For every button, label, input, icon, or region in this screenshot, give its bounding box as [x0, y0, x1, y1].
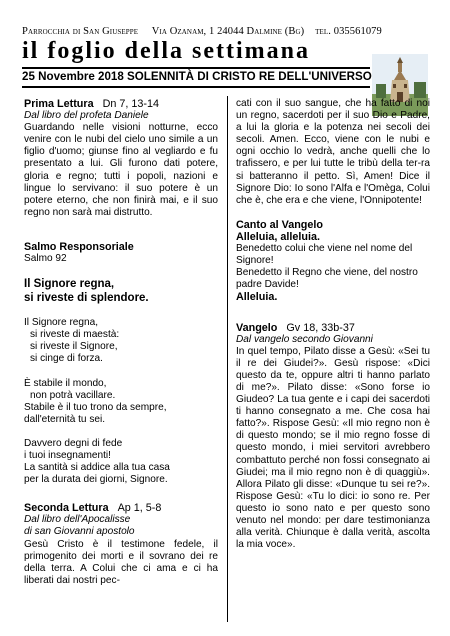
first-reading-heading: Prima Lettura Dn 7, 13-14	[24, 98, 160, 110]
bulletin-title: il foglio della settimana	[22, 38, 310, 64]
acclamation-line-2: Benedetto il Regno che viene, del nostro padre Davide!	[236, 267, 418, 291]
second-reading-ref: Ap 1, 5-8	[117, 502, 162, 515]
psalm-response-2: si riveste di splendore.	[24, 292, 149, 305]
second-reading-source-2: di san Giovanni apostolo	[24, 526, 135, 538]
psalm-stanza-1: Il Signore regna, si riveste di maestà: si riveste il Signore, si cinge di forza.	[24, 317, 120, 365]
second-reading-source-1: Dal libro dell'Apocalisse	[24, 514, 131, 526]
first-reading-source: Dal libro del profeta Daniele	[24, 110, 149, 122]
second-reading-heading: Seconda Lettura Ap 1, 5-8	[24, 502, 162, 515]
parish-name: Parrocchia di San Giuseppe	[22, 26, 139, 37]
bulletin-page	[22, 26, 428, 626]
first-reading-text: Guardando nelle visioni notturne, ecco venire con le nubi del cielo uno simile a un figlio d'uomo; giunse fino al vegliardo e fu presentato a lui. Gli furono dati potere, gloria e regno; tutti i popoli, nazioni e lingue lo servivano: il suo potere è un potere eterno, che non finirà mai, e il suo regno non sarà mai distrutto.	[24, 122, 218, 218]
first-reading-ref: Dn 7, 13-14	[102, 98, 160, 110]
header-rule-bottom	[22, 86, 370, 88]
column-divider	[227, 96, 228, 622]
psalm-heading: Salmo Responsoriale	[24, 240, 134, 253]
parish-phone: tel. 035561079	[315, 26, 382, 37]
acclamation-line-1: Benedetto colui che viene nel nome del Signore!	[236, 243, 413, 267]
gospel-heading: Vangelo Gv 18, 33b-37	[236, 321, 355, 334]
second-reading-text: Gesù Cristo è il testimone fedele, il primogenito dei morti e il sovrano dei re della terra. A Colui che ci ama e ci ha liberati dai nostri pec-	[24, 538, 218, 586]
alleluia-1: Alleluia, alleluia.	[236, 230, 321, 243]
gospel-text: In quel tempo, Pilato disse a Gesù: «Sei tu il re dei Giudei?». Gesù rispose: «Dici questo da te, oppure altri ti hanno parlato di me?». Pilato disse: «Sono forse io Giudeo? La tua gente e i capi dei sacerdoti ti hanno consegnato a me. Che cosa hai fatto?». Rispose Gesù: «Il mio regno non è di questo mondo; se il mio regno fosse di questo mondo, i miei servitori avrebbero combattuto perché non fossi consegnato ai Giudei; ma il mio regno non è di quaggiù». Allora Pilato gli disse: «Dunque tu sei re?». Rispose Gesù: «Tu lo dici: io sono re. Per questo io sono nato e per questo sono venuto nel mondo: per dare testimonianza alla verità. Chiunque è dalla verità, ascolta la mia voce».	[236, 345, 430, 551]
psalm-response-1: Il Signore regna,	[24, 278, 115, 291]
right-column	[236, 98, 430, 551]
gospel-source: Dal vangelo secondo Giovanni	[236, 333, 373, 345]
psalm-ref: Salmo 92	[24, 253, 67, 265]
occasion-line: 25 Novembre 2018 SOLENNITÀ DI CRISTO RE DELL'UNIVERSO	[22, 70, 372, 83]
gospel-acclamation-heading: Canto al Vangelo	[236, 218, 323, 231]
alleluia-2: Alleluia.	[236, 291, 278, 304]
parish-address: Via Ozanam, 1 24044 Dalmine (Bg)	[151, 26, 305, 37]
gospel-ref: Gv 18, 33b-37	[286, 321, 355, 334]
header-contact-line	[22, 26, 428, 37]
left-column	[24, 98, 218, 587]
header-rule-top	[22, 67, 370, 69]
psalm-stanza-2: È stabile il mondo, non potrà vacillare. Stabile è il tuo trono da sempre, dall'eternità tu sei.	[24, 377, 167, 425]
second-reading-continuation: cati con il suo sangue, che ha fatto di noi un regno, sacerdoti per il suo Dio e Padre, a lui la gloria e la potenza nei secoli dei secoli. Amen. Ecco, viene con le nubi e ogni occhio lo vedrà, anche quelli che lo trafissero, e per lui tutte le tribù della ter-ra si batteranno il petto. Sì, Amen! Dice il Signore Dio: Io sono l'Alfa e l'Omèga, Colui che è, che era e che viene, l'Onnipotente!	[236, 98, 430, 206]
psalm-stanza-3: Davvero degni di fede i tuoi insegnamenti! La santità si addice alla tua casa per la durata dei giorni, Signore.	[24, 437, 170, 486]
